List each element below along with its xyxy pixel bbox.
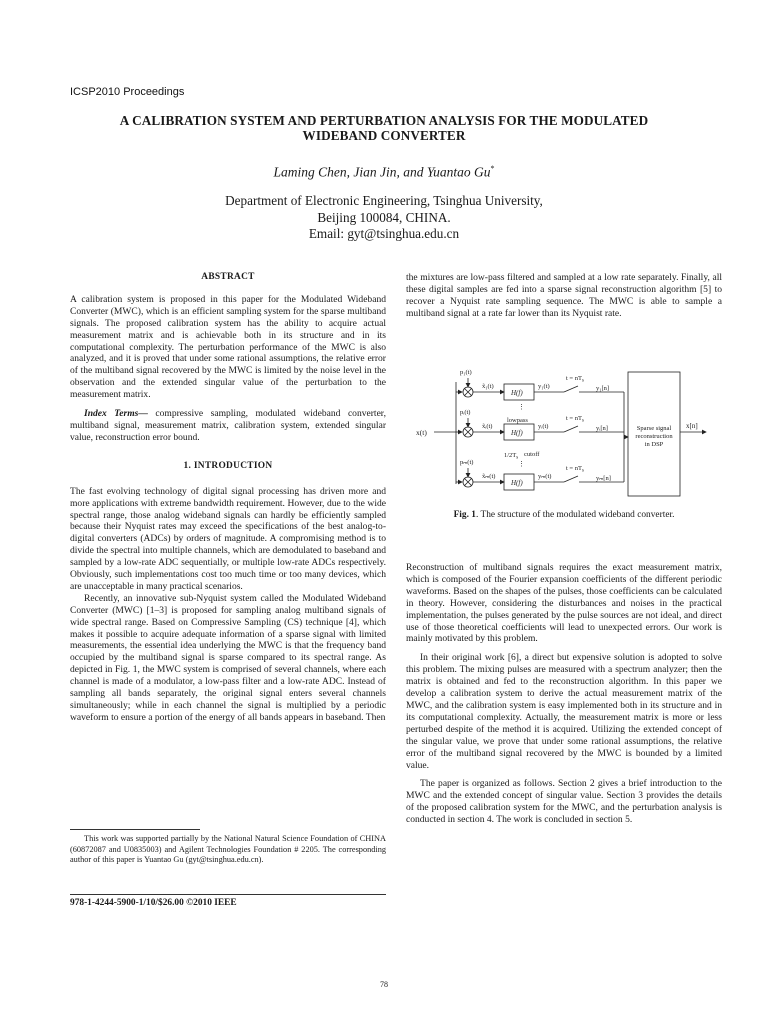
dsp-label-1: Sparse signal — [636, 425, 672, 432]
filter-label-m: H(f) — [511, 479, 523, 487]
affiliation-dept: Department of Electronic Engineering, Tsinghua University, — [225, 193, 543, 208]
author-list — [60, 164, 708, 181]
affiliation — [60, 193, 708, 243]
figure-caption — [406, 510, 722, 520]
index-terms — [70, 408, 386, 444]
label-output: x[n] — [686, 422, 698, 430]
label-y1: y₁(t) — [538, 383, 550, 390]
label-sample-m: $t = nT_s$ — [566, 465, 584, 474]
label-input: x(t) — [416, 428, 427, 437]
intro-heading: 1. INTRODUCTION — [183, 460, 273, 471]
caption-label: Fig. 1 — [453, 510, 476, 520]
right-column-bottom — [406, 562, 722, 826]
page-number: 78 — [380, 980, 388, 989]
caption-text: . The structure of the modulated wideband converter. — [475, 510, 675, 520]
right-paragraph-continued: the mixtures are low-pass filtered and sampled at a low rate separately. Finally, all these digital samples are fed into a sparse signal reconstruction algorithm [5] to recover a Nyquist rate sampling sequence. The MWC is able to sample a multiband signal at a rate far lower than its Nyquist rate. — [406, 272, 722, 319]
right-paragraph-5: The paper is organized as follows. Section 2 gives a brief introduction to the MWC and the extended concept of singular value. Section 3 provides the details of the proposed calibration system for the MWC, and the perturbation analysis is conducted in section 4. The work is concluded in section 5. — [406, 778, 722, 826]
intro-paragraph-2: Recently, an innovative sub-Nyquist system called the Modulated Wideband Converter (MWC) [1–3] is proposed for sampling analog multiband signals of wide spectral range. Based on Compressive Sampling (CS) technique [4], which makes it possible to acquire adequate information of a sparse signal with limited measurements, the essential idea underlying the MWC is that the frequency band occupied by the multiband signal is sparse compared to its spectral range. As depicted in Fig. 1, the MWC system is comprised of several channels, where each channel is made of a modulator, a low-pass filter and a low-rate ADC. Instead of sampling all bands separately, the original signal enters several channels simultaneously; while in each channel the signal is multiplied by a periodic waveform to ensure a portion of the energy of all bands appears in baseband. Then — [70, 592, 386, 723]
footnote-rule — [70, 829, 200, 830]
affiliation-city: Beijing 100084, CHINA. — [317, 209, 451, 225]
label-yi: yᵢ(t) — [538, 423, 549, 430]
right-column-top — [406, 272, 722, 320]
affiliation-email: Email: gyt@tsinghua.edu.cn — [308, 226, 460, 241]
index-terms-label: Index Terms— — [84, 408, 148, 420]
left-column — [70, 272, 386, 724]
paper-title — [60, 113, 708, 143]
abstract-heading: ABSTRACT — [201, 272, 255, 282]
corresponding-mark: * — [490, 164, 495, 173]
label-xti: x̃ᵢ(t) — [482, 423, 493, 430]
label-ynm: yₘ[n] — [596, 475, 611, 482]
dsp-label-2: reconstruction — [635, 433, 673, 440]
mwc-diagram — [406, 362, 722, 502]
title-line-1: A CALIBRATION SYSTEM AND PERTURBATION ANALYSIS FOR THE MODULATED — [119, 113, 649, 128]
dsp-label-3: in DSP — [644, 441, 664, 448]
index-terms-text: compressive sampling, modulated wideband converter, multiband signal, measurement matrix, calibration system, extended singular value, reconstruction error bound. — [70, 408, 386, 443]
label-pi: pᵢ(t) — [460, 409, 471, 416]
abstract-text: A calibration system is proposed in this paper for the Modulated Wideband Converter (MWC), which is an efficient sampling system for the sparse multiband signals. The proposed calibration system has the ability to acquire actual measurement matrix and is achievable both in its structure and in its computational complexity. The perturbation performance of the MWC is also analyzed, and it is proved that under some rational assumptions, the relative error of the multiband signal recovered by the MWC is limited by the noise level in the observation and the extended singular value of the perturbation to the measurement matrix. — [70, 293, 386, 401]
right-paragraph-4: In their original work [6], a direct but expensive solution is adopted to solve this problem. The mixing pulses are measured with a spectrum analyzer; then the matrix is obtained and fed to the reconstruction algorithm. In this paper we develop a calibration system to derive the actual measurement matrix of the MWC, and the calibration system is easy implemented both in its structure and in its computational complexity. Actually, the measurement matrix is more or less perturbed despite of the method it is acquired. Utilizing the extended concept of the singular value, we prove that under some rational assumptions, the relative error of the multiband signal recovered by the MWC is bounded by a limited value. — [406, 652, 722, 771]
label-ym: yₘ(t) — [538, 473, 552, 480]
label-sample-i: $t = nT_s$ — [566, 415, 584, 424]
ellipsis-bottom: ⋮ — [518, 460, 525, 468]
ellipsis-top: ⋮ — [518, 403, 525, 411]
label-p1: p₁(t) — [460, 369, 472, 376]
label-cutoff-text: cutoff — [524, 451, 540, 458]
label-xtm: x̃ₘ(t) — [482, 473, 496, 480]
title-line-2: WIDEBAND CONVERTER — [302, 128, 466, 143]
filter-label-1: H(f) — [511, 389, 523, 397]
label-yni: yᵢ[n] — [596, 425, 608, 432]
label-xt1: x̃₁(t) — [482, 383, 494, 390]
mwc-structure-figure — [406, 362, 722, 502]
filter-label-i: H(f) — [511, 429, 523, 437]
right-paragraph-3: Reconstruction of multiband signals requires the exact measurement matrix, which is composed of the Fourier expansion coefficients of the different periodic waveforms. Based on the shapes of the pulses, those coefficients can be calculated in theory. However, considering the disturbances and noises in the practical implementation, the pulses generated by the pulse sources are not ideal, and direct use of those theoretical coefficients will lead to unexpected errors. Our work is mainly motivated by this problem. — [406, 562, 722, 645]
author-names: Laming Chen, Jian Jin, and Yuantao Gu — [273, 164, 491, 180]
label-lowpass: lowpass — [507, 417, 528, 424]
proceedings-label: ICSP2010 Proceedings — [70, 86, 185, 98]
intro-paragraph-1: The fast evolving technology of digital signal processing has driven more and more applications with extreme bandwidth requirement. However, due to the wide spectral range, those analog wideband signals can hardly be efficiently sampled because their Nyquist rates may exceed the specifications of the best analog-to-digital converters (ADCs) by orders of magnitude. A compromising method is to divide the spectral into multiple channels, which are demodulated to baseband and sampled by a low-rate ADC sequentially, or multiple low-rate ADCs respectively. Obviously, such implementations cost too much time or too many devices, which are unacceptable in many practical scenarios. — [70, 485, 386, 592]
label-sample-1: $t = nT_s$ — [566, 375, 584, 384]
isbn-line: 978-1-4244-5900-1/10/$26.00 ©2010 IEEE — [70, 894, 386, 908]
label-pm: pₘ(t) — [460, 459, 474, 466]
footnote: This work was supported partially by the National Natural Science Foundation of CHINA (60872087 and U0835003) and Agilent Technologies Foundation # 2205. The corresponding author of this paper is Yuantao Gu (gyt@tsinghua.edu.cn). — [70, 834, 386, 865]
label-yn1: y₁[n] — [596, 385, 610, 392]
label-cutoff-freq: $1/2T_s$ — [504, 452, 519, 461]
